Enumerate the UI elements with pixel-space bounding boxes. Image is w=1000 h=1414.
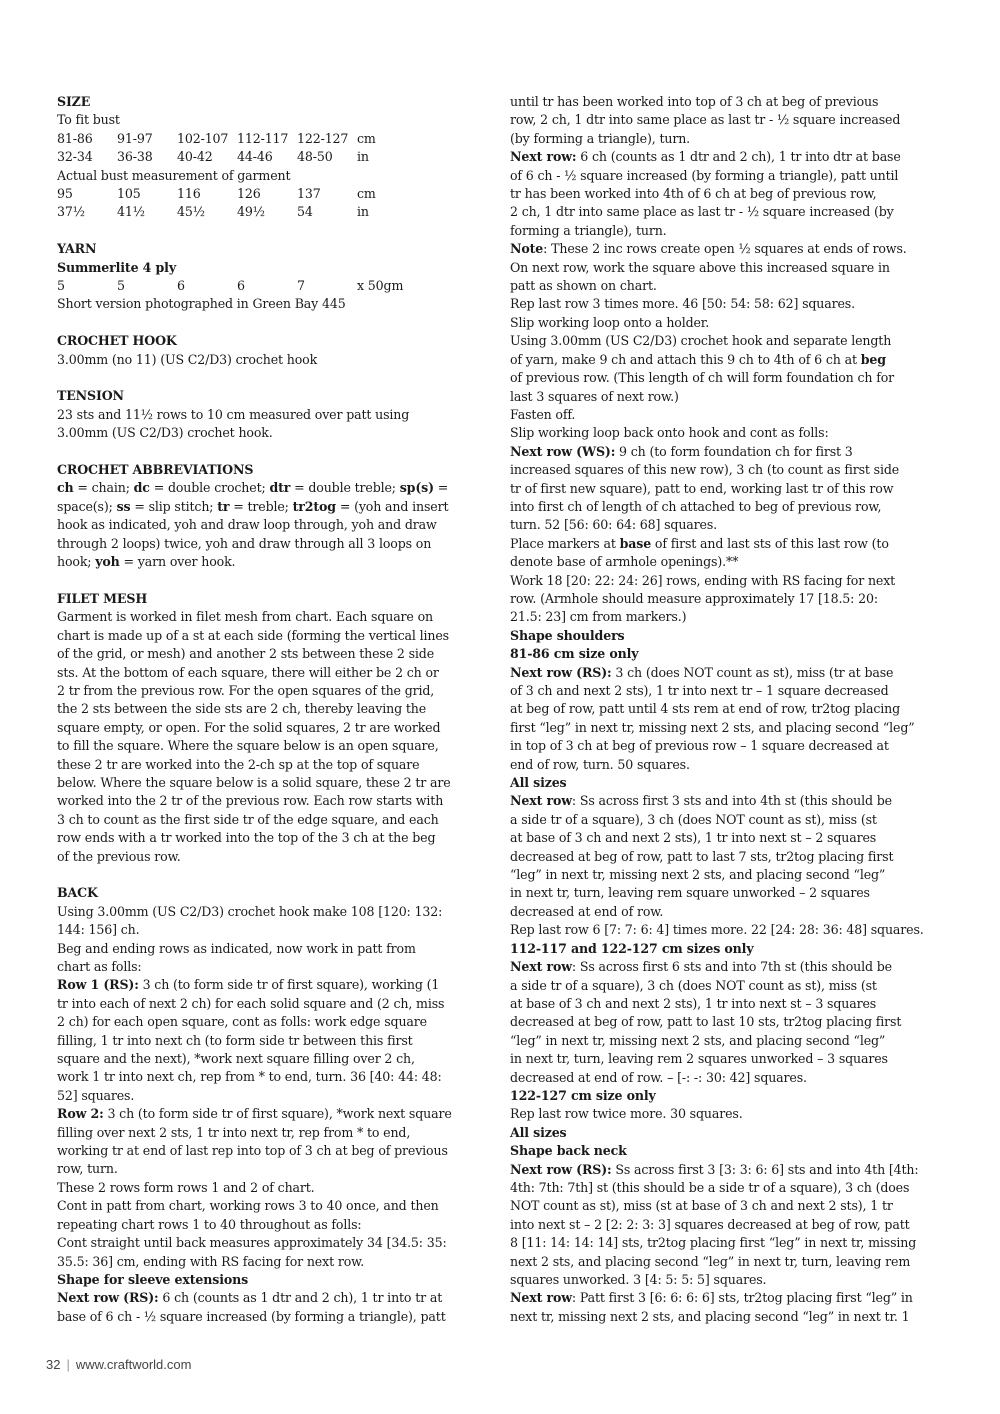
- instruction-line: turn. 52 [56: 60: 64: 68] squares.: [510, 517, 717, 533]
- next-row-line: Next row: Ss across first 6 sts and into 7th st (this should be: [510, 959, 892, 975]
- size-cell: 91-97: [117, 130, 153, 146]
- actual-cm-row: [57, 185, 477, 203]
- actual-in-row: [57, 203, 477, 221]
- filet-line: 2 tr from the previous row. For the open squares of the grid,: [57, 682, 435, 698]
- instruction-line: in next tr, turn, leaving rem square unworked – 2 squares: [510, 885, 870, 901]
- instruction-line: into next st – 2 [2: 2: 3: 3] squares decreased at beg of row, patt: [510, 1216, 910, 1232]
- footer-separator: |: [66, 1357, 70, 1372]
- size-cell: 95: [57, 186, 73, 202]
- instruction-line: of 3 ch and next 2 sts), 1 tr into next tr – 1 square decreased: [510, 683, 889, 698]
- note-line: Note: These 2 inc rows create open ½ squares at ends of rows.: [510, 241, 907, 257]
- left-column: [57, 93, 477, 1326]
- unit-cell: cm: [357, 130, 376, 146]
- instruction-line: until tr has been worked into top of 3 ch at beg of previous: [510, 94, 879, 109]
- hook-text: 3.00mm (no 11) (US C2/D3) crochet hook: [57, 351, 318, 367]
- filet-line: these 2 tr are worked into the 2-ch sp at the top of square: [57, 756, 420, 772]
- filet-line: the 2 sts between the side sts are 2 ch, thereby leaving the: [57, 701, 427, 717]
- instruction-line: “leg” in next tr, missing next 2 sts, and placing second “leg”: [510, 867, 886, 883]
- page-number: 32: [46, 1357, 61, 1372]
- filet-line: square empty, or open. For the solid squares, 2 tr are worked: [57, 719, 441, 735]
- instruction-line: of yarn, make 9 ch and attach this 9 ch to 4th of 6 ch at beg: [510, 351, 886, 367]
- next-row-line: base of 6 ch - ½ square increased (by forming a triangle), patt: [57, 1308, 446, 1324]
- page-footer: [46, 1357, 191, 1372]
- size-subheading: 122-127 cm size only: [510, 1087, 656, 1103]
- row1-line: work 1 tr into next ch, rep from * to end, turn. 36 [40: 44: 48:: [57, 1069, 442, 1085]
- instruction-line: These 2 rows form rows 1 and 2 of chart.: [57, 1179, 315, 1195]
- instruction-line: next 2 sts, and placing second “leg” in next tr, turn, leaving rem: [510, 1253, 911, 1269]
- instruction-line: of previous row. (This length of ch will form foundation ch for: [510, 370, 895, 386]
- next-row-line: Next row: Patt first 3 [6: 6: 6: 6] sts, tr2tog placing first “leg” in: [510, 1290, 913, 1306]
- instruction-line: at base of 3 ch and next 2 sts), 1 tr into next st – 3 squares: [510, 995, 877, 1011]
- filet-line: row ends with a tr worked into the top of the 3 ch at the beg: [57, 830, 436, 846]
- size-cell: 37½: [57, 204, 85, 220]
- bust-cm-row: [57, 130, 477, 148]
- row1-line: tr into each of next 2 ch) for each solid square and (2 ch, miss: [57, 995, 445, 1011]
- abbreviations-line: hook as indicated, yoh and draw loop through, yoh and draw: [57, 517, 437, 533]
- instruction-line: into first ch of length of ch attached to beg of previous row,: [510, 498, 882, 514]
- instruction-line: Rep last row 3 times more. 46 [50: 54: 58: 62] squares.: [510, 296, 855, 312]
- qty-cell: 7: [297, 278, 305, 294]
- instruction-line: decreased at beg of row, patt to last 10 sts, tr2tog placing first: [510, 1014, 902, 1030]
- size-cell: 105: [117, 186, 141, 202]
- instruction-line: in next tr, turn, leaving rem 2 squares unworked – 3 squares: [510, 1051, 888, 1067]
- size-cell: 116: [177, 186, 201, 202]
- next-row-ws-line: Next row (WS): 9 ch (to form foundation ch for first 3: [510, 443, 853, 459]
- instruction-line: Slip working loop back onto hook and cont as folls:: [510, 425, 829, 441]
- next-row-line: Next row (RS): Ss across first 3 [3: 3: 6: 6] sts and into 4th [4th:: [510, 1161, 919, 1177]
- yarn-qty-row: [57, 277, 477, 295]
- size-cell: 137: [297, 186, 321, 202]
- instruction-line: decreased at end of row. – [-: -: 30: 42] squares.: [510, 1069, 807, 1085]
- filet-line: of the grid, or mesh) and another 2 sts between these 2 side: [57, 646, 435, 662]
- abbreviations-heading: CROCHET ABBREVIATIONS: [57, 462, 254, 478]
- tension-line: 23 sts and 11½ rows to 10 cm measured over patt using: [57, 406, 410, 422]
- website-link[interactable]: www.craftworld.com: [75, 1357, 192, 1372]
- abbreviations-line: through 2 loops) twice, yoh and draw through all 3 loops on: [57, 535, 432, 551]
- size-subheading: All sizes: [510, 775, 567, 791]
- instruction-line: next tr, missing next 2 sts, and placing second “leg” in next tr. 1: [510, 1308, 910, 1324]
- instruction-line: at base of 3 ch and next 2 sts), 1 tr into next st – 2 squares: [510, 830, 877, 846]
- qty-cell: 6: [177, 278, 185, 294]
- instruction-line: Cont straight until back measures approximately 34 [34.5: 35:: [57, 1235, 447, 1251]
- instruction-line: Place markers at base of first and last sts of this last row (to: [510, 535, 889, 551]
- sleeve-extensions-heading: Shape for sleeve extensions: [57, 1271, 249, 1287]
- back-line: Using 3.00mm (US C2/D3) crochet hook make 108 [120: 132:: [57, 903, 443, 919]
- row1-line: 2 ch) for each open square, cont as folls: work edge square: [57, 1014, 427, 1030]
- size-cell: 44-46: [237, 149, 273, 165]
- row1-line: 52] squares.: [57, 1087, 135, 1103]
- size-cell: 32-34: [57, 149, 93, 165]
- instruction-line: Slip working loop onto a holder.: [510, 314, 710, 330]
- row1-line: Row 1 (RS): 3 ch (to form side tr of first square), working (1: [57, 977, 440, 993]
- filet-line: of the previous row.: [57, 848, 181, 864]
- row2-line: working tr at end of last rep into top of 3 ch at beg of previous: [57, 1143, 448, 1159]
- instruction-line: Work 18 [20: 22: 24: 26] rows, ending with RS facing for next: [510, 572, 896, 588]
- instruction-line: increased squares of this new row), 3 ch (to count as first side: [510, 462, 900, 478]
- instruction-line: Cont in patt from chart, working rows 3 to 40 once, and then: [57, 1198, 439, 1214]
- size-cell: 54: [297, 204, 313, 220]
- row2-line: filling over next 2 sts, 1 tr into next tr, rep from * to end,: [57, 1124, 411, 1140]
- instruction-line: last 3 squares of next row.): [510, 388, 679, 404]
- qty-cell: 6: [237, 278, 245, 294]
- size-heading: SIZE: [57, 94, 91, 109]
- unit-cell: in: [357, 204, 369, 220]
- instruction-line: 2 ch, 1 dtr into same place as last tr - ½ square increased (by: [510, 204, 894, 220]
- instruction-line: 8 [11: 14: 14: 14] sts, tr2tog placing first “leg” in next tr, missing: [510, 1235, 917, 1251]
- size-cell: 112-117: [237, 130, 289, 146]
- instruction-line: Rep last row 6 [7: 7: 6: 4] times more. 22 [24: 28: 36: 48] squares.: [510, 922, 924, 938]
- next-row-line: Next row (RS): 6 ch (counts as 1 dtr and 2 ch), 1 tr into tr at: [57, 1290, 443, 1306]
- size-cell: 48-50: [297, 149, 333, 165]
- filet-line: chart is made up of a st at each side (forming the vertical lines: [57, 627, 449, 643]
- instruction-line: first “leg” in next tr, missing next 2 sts, and placing second “leg”: [510, 719, 915, 735]
- instruction-line: 35.5: 36] cm, ending with RS facing for next row.: [57, 1253, 365, 1269]
- shape-shoulders-heading: Shape shoulders: [510, 627, 625, 643]
- filet-line: 3 ch to count as the first side tr of the edge square, and each: [57, 811, 439, 827]
- size-cell: 126: [237, 186, 261, 202]
- row1-line: filling, 1 tr into next ch (to form side tr between this first: [57, 1032, 413, 1048]
- bust-in-row: [57, 148, 477, 166]
- next-row-line: Next row: 6 ch (counts as 1 dtr and 2 ch), 1 tr into dtr at base: [510, 149, 901, 165]
- instruction-line: decreased at beg of row, patt to last 7 sts, tr2tog placing first: [510, 848, 894, 864]
- size-cell: 122-127: [297, 130, 349, 146]
- filet-mesh-heading: FILET MESH: [57, 590, 148, 606]
- instruction-line: tr has been worked into 4th of 6 ch at beg of previous row,: [510, 186, 877, 202]
- unit-cell: x 50gm: [357, 278, 404, 294]
- instruction-line: (by forming a triangle), turn.: [510, 130, 691, 146]
- instruction-line: 21.5: 23] cm from markers.): [510, 609, 687, 625]
- next-row-line: Next row (RS): 3 ch (does NOT count as st), miss (tr at base: [510, 664, 894, 680]
- actual-bust-label: Actual bust measurement of garment: [57, 167, 291, 183]
- shape-back-neck-heading: Shape back neck: [510, 1143, 627, 1159]
- size-subheading: 112-117 and 122-127 cm sizes only: [510, 940, 754, 956]
- abbreviations-line: space(s); ss = slip stitch; tr = treble; tr2tog = (yoh and insert: [57, 498, 449, 514]
- row2-line: row, turn.: [57, 1161, 118, 1177]
- instruction-line: Rep last row twice more. 30 squares.: [510, 1106, 743, 1122]
- back-heading: BACK: [57, 885, 98, 901]
- instruction-line: a side tr of a square), 3 ch (does NOT count as st), miss (st: [510, 977, 877, 993]
- size-cell: 36-38: [117, 149, 153, 165]
- instruction-line: a side tr of a square), 3 ch (does NOT count as st), miss (st: [510, 811, 877, 827]
- back-line: Beg and ending rows as indicated, now work in patt from: [57, 940, 416, 956]
- instruction-line: row, 2 ch, 1 dtr into same place as last tr - ½ square increased: [510, 112, 901, 128]
- size-subheading: 81-86 cm size only: [510, 646, 639, 662]
- hook-heading: CROCHET HOOK: [57, 333, 177, 349]
- instruction-line: patt as shown on chart.: [510, 278, 657, 294]
- yarn-heading: YARN: [57, 241, 97, 257]
- instruction-line: repeating chart rows 1 to 40 throughout as folls:: [57, 1216, 362, 1232]
- back-line: 144: 156] ch.: [57, 922, 140, 938]
- instruction-line: squares unworked. 3 [4: 5: 5: 5] squares.: [510, 1272, 767, 1287]
- size-cell: 102-107: [177, 130, 229, 146]
- size-cell: 45½: [177, 204, 205, 220]
- row2-line: Row 2: 3 ch (to form side tr of first square), *work next square: [57, 1106, 452, 1122]
- next-row-line: Next row: Ss across first 3 sts and into 4th st (this should be: [510, 793, 892, 809]
- unit-cell: in: [357, 149, 369, 165]
- instruction-line: forming a triangle), turn.: [510, 222, 667, 238]
- qty-cell: 5: [57, 278, 65, 294]
- instruction-line: decreased at end of row.: [510, 903, 664, 919]
- abbreviations-line: hook; yoh = yarn over hook.: [57, 554, 236, 570]
- yarn-name: Summerlite 4 ply: [57, 259, 176, 275]
- filet-line: below. Where the square below is a solid square, these 2 tr are: [57, 774, 451, 790]
- qty-cell: 5: [117, 278, 125, 294]
- size-cell: 41½: [117, 204, 145, 220]
- size-cell: 49½: [237, 204, 265, 220]
- instruction-line: end of row, turn. 50 squares.: [510, 756, 690, 772]
- instruction-line: “leg” in next tr, missing next 2 sts, and placing second “leg”: [510, 1032, 886, 1048]
- instruction-line: On next row, work the square above this increased square in: [510, 259, 890, 275]
- instruction-line: row. (Armhole should measure approximately 17 [18.5: 20:: [510, 590, 878, 606]
- instruction-line: Fasten off.: [510, 406, 576, 422]
- instruction-line: tr of first new square), patt to end, working last tr of this row: [510, 480, 894, 496]
- size-cell: 40-42: [177, 149, 213, 165]
- unit-cell: cm: [357, 186, 376, 202]
- to-fit-bust-label: To fit bust: [57, 112, 120, 128]
- right-column: [510, 93, 945, 1326]
- abbreviations-line: ch = chain; dc = double crochet; dtr = double treble; sp(s) =: [57, 480, 449, 496]
- row1-line: square and the next), *work next square filling over 2 ch,: [57, 1051, 415, 1067]
- tension-line: 3.00mm (US C2/D3) crochet hook.: [57, 425, 273, 441]
- tension-heading: TENSION: [57, 388, 124, 404]
- yarn-note: Short version photographed in Green Bay 445: [57, 296, 346, 312]
- instruction-line: 4th: 7th: 7th] st (this should be a side tr of a square), 3 ch (does: [510, 1179, 910, 1195]
- back-line: chart as folls:: [57, 959, 142, 974]
- instruction-line: at beg of row, patt until 4 sts rem at end of row, tr2tog placing: [510, 701, 900, 717]
- filet-line: worked into the 2 tr of the previous row. Each row starts with: [57, 793, 444, 809]
- instruction-line: NOT count as st), miss (st at base of 3 ch and next 2 sts), 1 tr: [510, 1198, 893, 1214]
- size-subheading: All sizes: [510, 1124, 567, 1140]
- instruction-line: denote base of armhole openings).**: [510, 554, 739, 570]
- filet-line: to fill the square. Where the square below is an open square,: [57, 738, 439, 754]
- instruction-line: in top of 3 ch at beg of previous row – 1 square decreased at: [510, 738, 889, 754]
- filet-line: sts. At the bottom of each square, there will either be 2 ch or: [57, 664, 439, 680]
- filet-line: Garment is worked in filet mesh from chart. Each square on: [57, 609, 433, 625]
- size-cell: 81-86: [57, 130, 93, 146]
- instruction-line: of 6 ch - ½ square increased (by forming a triangle), patt until: [510, 167, 899, 183]
- instruction-line: Using 3.00mm (US C2/D3) crochet hook and separate length: [510, 333, 892, 349]
